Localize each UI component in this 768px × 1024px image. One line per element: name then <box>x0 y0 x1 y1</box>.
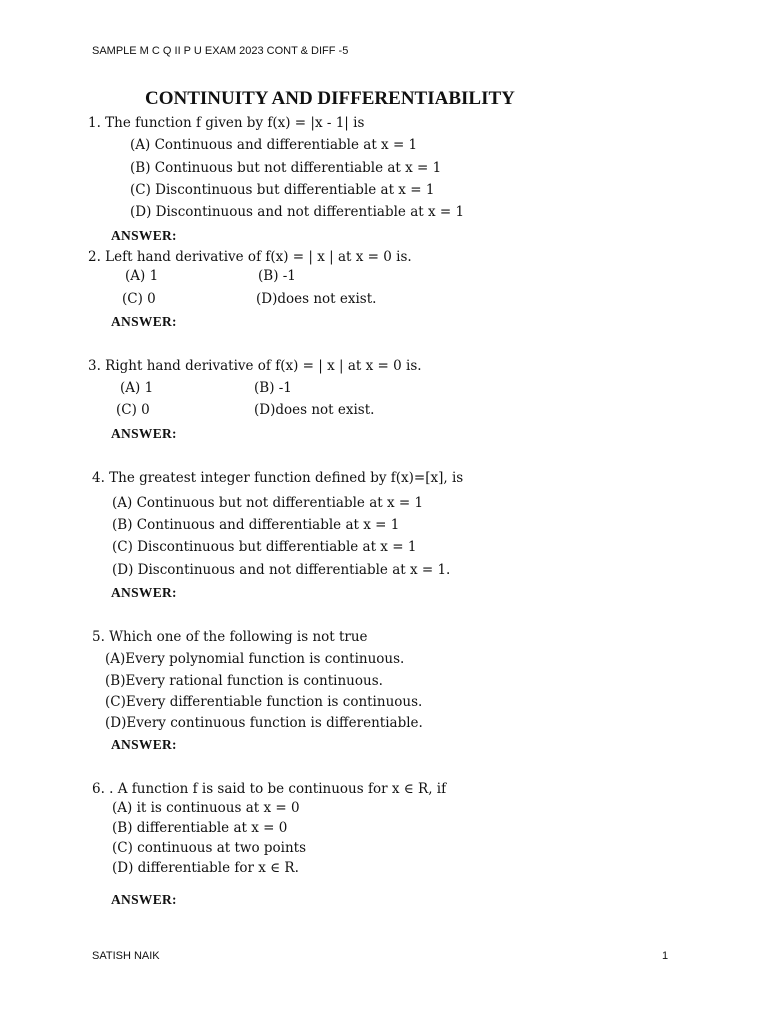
question-3-option-a: (A) 1 <box>120 380 154 396</box>
question-4-answer-label: ANSWER: <box>111 585 177 600</box>
page-number: 1 <box>662 950 669 962</box>
footer-author: SATISH NAIK <box>92 950 160 962</box>
question-1-answer-label: ANSWER: <box>111 228 177 243</box>
question-6-stem: 6. . A function f is said to be continuous for x ∈ R, if <box>92 781 447 797</box>
question-6-option-b: (B) differentiable at x = 0 <box>112 820 288 836</box>
question-5-stem: 5. Which one of the following is not true <box>92 629 368 645</box>
question-1-option-a: (A) Continuous and differentiable at x = 1 <box>130 137 418 153</box>
question-6-option-a: (A) it is continuous at x = 0 <box>112 800 300 816</box>
question-1-option-b: (B) Continuous but not differentiable at x = 1 <box>130 160 442 176</box>
question-4-option-a: (A) Continuous but not differentiable at x = 1 <box>112 495 424 511</box>
question-3-option-b: (B) -1 <box>254 380 292 396</box>
question-2-option-c: (C) 0 <box>122 291 156 307</box>
question-4-option-b: (B) Continuous and differentiable at x = 1 <box>112 517 400 533</box>
question-5-option-a: (A)Every polynomial function is continuous. <box>105 651 405 667</box>
question-2-option-d: (D)does not exist. <box>256 291 377 307</box>
question-3-stem: 3. Right hand derivative of f(x) = | x | at x = 0 is. <box>88 358 422 374</box>
question-4-option-c: (C) Discontinuous but differentiable at x = 1 <box>112 539 417 555</box>
question-6-option-d: (D) differentiable for x ∈ R. <box>112 860 299 876</box>
question-5-answer-label: ANSWER: <box>111 737 177 752</box>
page-header: SAMPLE M C Q II P U EXAM 2023 CONT & DIFF -5 <box>92 45 349 57</box>
question-2-stem: 2. Left hand derivative of f(x) = | x | at x = 0 is. <box>88 249 412 265</box>
page-title: CONTINUITY AND DIFFERENTIABILITY <box>145 88 515 109</box>
question-3-option-c: (C) 0 <box>116 402 150 418</box>
question-4-stem: 4. The greatest integer function defined by f(x)=[x], is <box>92 470 464 486</box>
question-6-answer-label: ANSWER: <box>111 892 177 907</box>
question-3-option-d: (D)does not exist. <box>254 402 375 418</box>
question-5-option-c: (C)Every differentiable function is continuous. <box>105 694 423 710</box>
question-1-option-d: (D) Discontinuous and not differentiable at x = 1 <box>130 204 465 220</box>
question-2-answer-label: ANSWER: <box>111 314 177 329</box>
question-5-option-d: (D)Every continuous function is differentiable. <box>105 715 423 731</box>
question-2-option-a: (A) 1 <box>125 268 159 284</box>
question-1-option-c: (C) Discontinuous but differentiable at x = 1 <box>130 182 435 198</box>
question-4-option-d: (D) Discontinuous and not differentiable at x = 1. <box>112 562 451 578</box>
question-5-option-b: (B)Every rational function is continuous. <box>105 673 383 689</box>
question-3-answer-label: ANSWER: <box>111 426 177 441</box>
question-2-option-b: (B) -1 <box>258 268 296 284</box>
question-6-option-c: (C) continuous at two points <box>112 840 307 856</box>
question-1-stem: 1. The function f given by f(x) = |x - 1| is <box>88 115 365 131</box>
